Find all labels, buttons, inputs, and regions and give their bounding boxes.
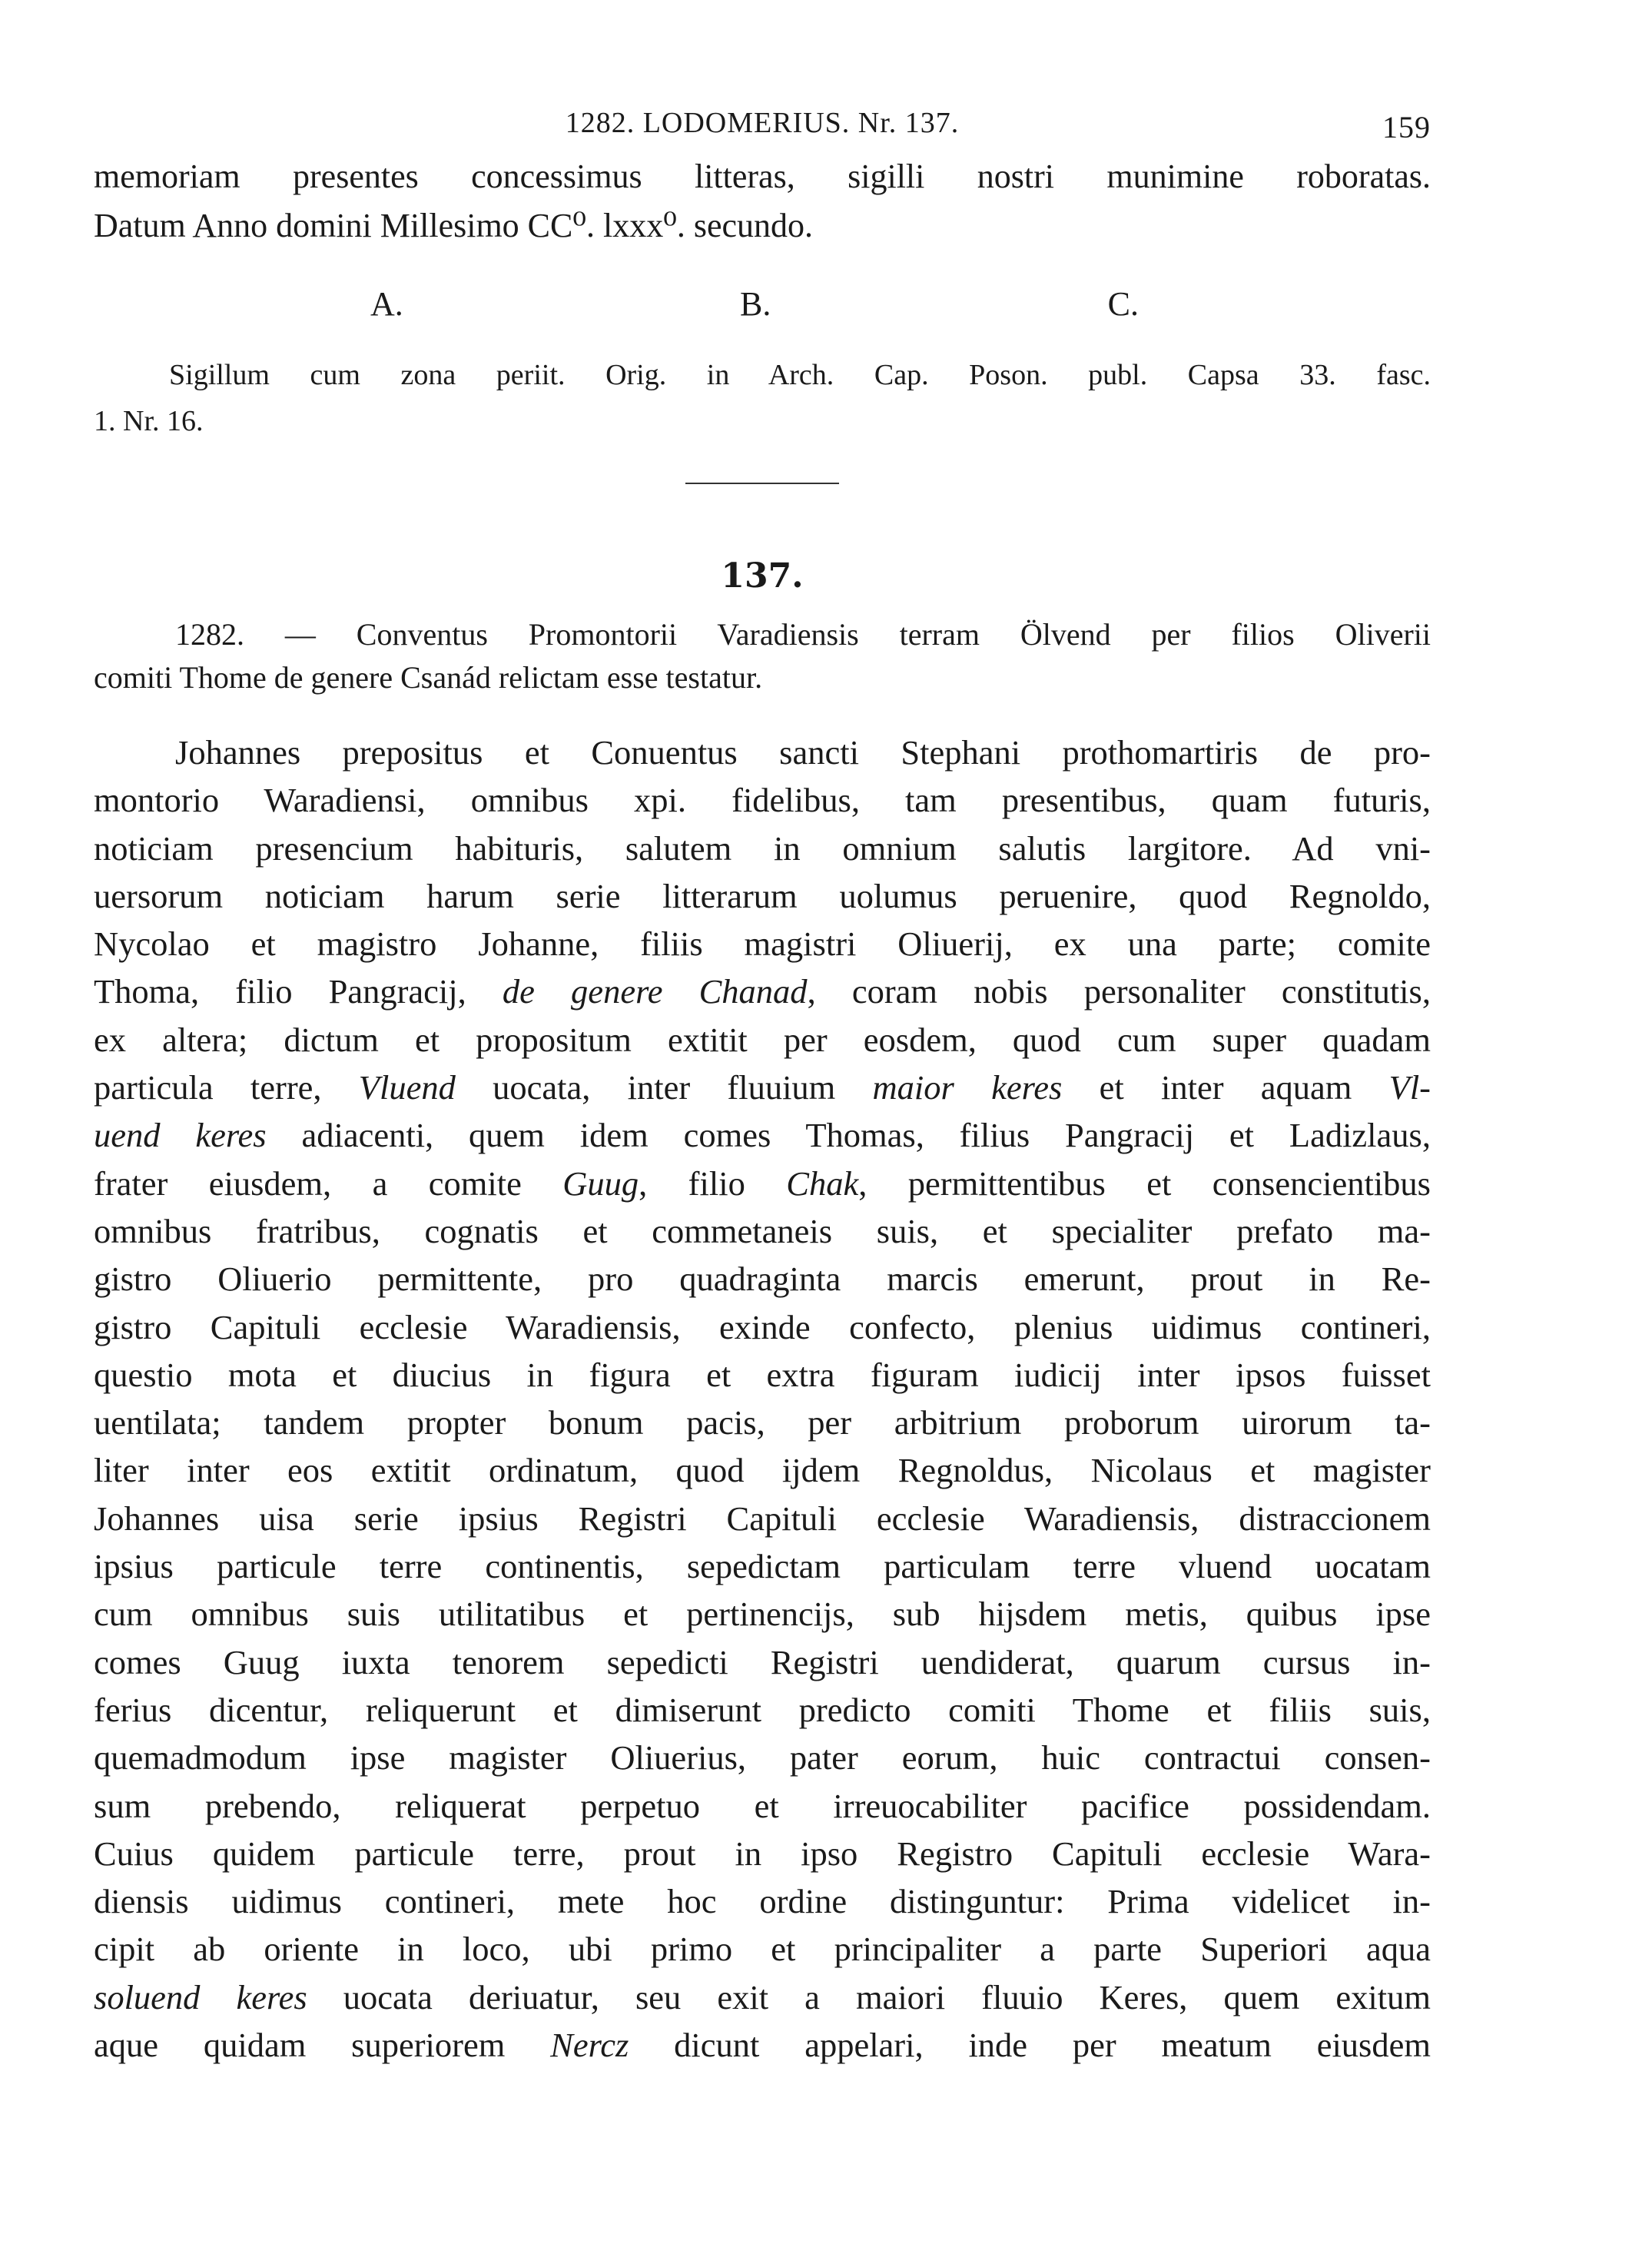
text-line [94, 1925, 1431, 1973]
text-line [94, 2021, 1431, 2069]
seal-letter: C. [1107, 285, 1139, 323]
text-segment: Johannes uisa serie ipsius Registri Capituli ecclesie Waradiensis, distraccionem [94, 1499, 1431, 1538]
seal-letter: A. [370, 285, 403, 323]
text-line [94, 1446, 1431, 1494]
italic-term: Guug [562, 1163, 639, 1203]
text-segment: , filio [639, 1163, 787, 1203]
text-segment: et inter aquam [1062, 1068, 1389, 1107]
text-line [94, 1303, 1431, 1351]
text-segment: , coram nobis personaliter constitutis, [807, 972, 1431, 1011]
source-note [94, 352, 1431, 444]
text-line [94, 1207, 1431, 1255]
text-line [94, 1782, 1431, 1830]
text-line [94, 1542, 1431, 1590]
text-line [94, 1686, 1431, 1734]
text-line [94, 1016, 1431, 1064]
text-segment: sum prebendo, reliquerat perpetuo et irreuocabiliter pacifice possidendam. [94, 1786, 1431, 1825]
text-segment: uocata, inter fluuium [455, 1068, 873, 1107]
text-line [94, 729, 1431, 776]
note-line: Sigillum cum zona periit. Orig. in Arch. Cap. Poson. publ. Capsa 33. fasc. [169, 359, 1431, 391]
text-segment: comes Guug iuxta tenorem sepedicti Registri uendiderat, quarum cursus in- [94, 1642, 1431, 1681]
text-line: Datum Anno domini Millesimo CC⁰. lxxx⁰. secundo. [94, 207, 814, 244]
text-line [94, 1111, 1431, 1159]
text-segment: , permittentibus et consencientibus [858, 1163, 1431, 1203]
text-line [94, 1590, 1431, 1638]
text-segment: particula terre, [94, 1068, 359, 1107]
text-segment: montorio Waradiensi, omnibus xpi. fidelibus, tam presentibus, quam futuris, [94, 781, 1431, 820]
text-segment: cum omnibus suis utilitatibus et pertinencijs, sub hijsdem metis, quibus ipse [94, 1595, 1431, 1634]
italic-term: uend keres [94, 1116, 267, 1155]
charter-text [94, 729, 1431, 2069]
text-segment: gistro Oliuerio permittente, pro quadraginta marcis emerunt, prout in Re- [94, 1260, 1431, 1299]
text-segment: uersorum noticiam harum serie litterarum uolumus peruenire, quod Regnoldo, [94, 876, 1431, 915]
text-segment: ferius dicentur, reliquerunt et dimiserunt predicto comiti Thome et filiis suis, [94, 1690, 1431, 1729]
seal-letter: B. [740, 285, 771, 323]
text-segment: uocata deriuatur, seu exit a maiori fluuio Keres, quem exitum [307, 1977, 1431, 2016]
text-segment: adiacenti, quem idem comes Thomas, filius Pangracij et Ladizlaus, [266, 1116, 1431, 1155]
text-line [94, 968, 1431, 1015]
text-segment: liter inter eos extitit ordinatum, quod ijdem Regnoldus, Nicolaus et magister [94, 1451, 1431, 1490]
text-line [94, 1830, 1431, 1877]
text-segment: omnibus fratribus, cognatis et commetaneis suis, et specialiter prefato ma- [94, 1211, 1431, 1250]
text-segment: uentilata; tandem propter bonum pacis, per arbitrium proborum uirorum ta- [94, 1403, 1431, 1442]
text-segment: Thoma, filio Pangracij, [94, 972, 503, 1011]
text-line [94, 1734, 1431, 1781]
separator-rule [685, 483, 839, 484]
regest-line: comiti Thome de genere Csanád relictam esse testatur. [94, 660, 763, 695]
text-segment: Nycolao et magistro Johanne, filiis magistri Oliuerij, ex una parte; comite [94, 924, 1431, 964]
italic-term: de genere Chanad [502, 972, 808, 1011]
text-segment: Johannes prepositus et Conuentus sancti Stephani prothomartiris de pro- [175, 733, 1431, 772]
regest-line: 1282. — Conventus Promontorii Varadiensis terram Ölvend per filios Oliverii [175, 617, 1431, 652]
previous-document-ending [94, 152, 1431, 251]
text-line [94, 872, 1431, 920]
text-line [94, 1877, 1431, 1925]
italic-term: Vl- [1388, 1068, 1431, 1107]
italic-term: maior keres [872, 1068, 1063, 1107]
text-line [94, 825, 1431, 872]
text-line [94, 920, 1431, 968]
note-line: 1. Nr. 16. [94, 405, 204, 437]
text-line [94, 776, 1431, 824]
text-line: memoriam presentes concessimus litteras, sigilli nostri munimine roboratas. [94, 158, 1431, 195]
text-line [94, 1255, 1431, 1303]
text-segment: quemadmodum ipse magister Oliuerius, pater eorum, huic contractui consen- [94, 1738, 1431, 1777]
page [94, 98, 1431, 2069]
text-line [94, 1351, 1431, 1399]
page-number: 159 [1382, 110, 1431, 144]
italic-term: Chak [786, 1163, 859, 1203]
text-segment: cipit ab oriente in loco, ubi primo et principaliter a parte Superiori aqua [94, 1930, 1431, 1969]
italic-term: soluend keres [94, 1977, 307, 2016]
running-head [94, 98, 1431, 152]
text-segment: questio mota et diucius in figura et extra figuram iudicij inter ipsos fuisset [94, 1355, 1431, 1394]
text-line [94, 1495, 1431, 1542]
seal-letters [370, 280, 1139, 329]
text-segment: gistro Capituli ecclesie Waradiensis, exinde confecto, plenius uidimus contineri, [94, 1307, 1431, 1346]
italic-term: Vluend [358, 1068, 456, 1107]
text-line [94, 1973, 1431, 2021]
text-line [94, 1638, 1431, 1686]
text-segment: ex altera; dictum et propositum extitit per eosdem, quod cum super quadam [94, 1020, 1431, 1059]
text-line [94, 1399, 1431, 1446]
text-segment: noticiam presencium habituris, salutem in omnium salutis largitore. Ad vni- [94, 828, 1431, 868]
running-title: 1282. LODOMERIUS. Nr. 137. [565, 107, 960, 139]
regest [94, 613, 1431, 699]
text-segment: frater eiusdem, a comite [94, 1163, 563, 1203]
italic-term: Nercz [550, 2026, 629, 2065]
document-number: 137. [721, 556, 804, 596]
text-segment: dicunt appelari, inde per meatum eiusdem [629, 2026, 1431, 2065]
text-segment: aque quidam superiorem [94, 2026, 551, 2065]
text-line [94, 1064, 1431, 1111]
text-segment: ipsius particule terre continentis, sepedictam particulam terre vluend uocatam [94, 1547, 1431, 1586]
text-segment: Cuius quidem particule terre, prout in ipso Registro Capituli ecclesie Wara- [94, 1834, 1431, 1873]
text-segment: diensis uidimus contineri, mete hoc ordine distinguntur: Prima videlicet in- [94, 1882, 1431, 1921]
text-line [94, 1160, 1431, 1207]
